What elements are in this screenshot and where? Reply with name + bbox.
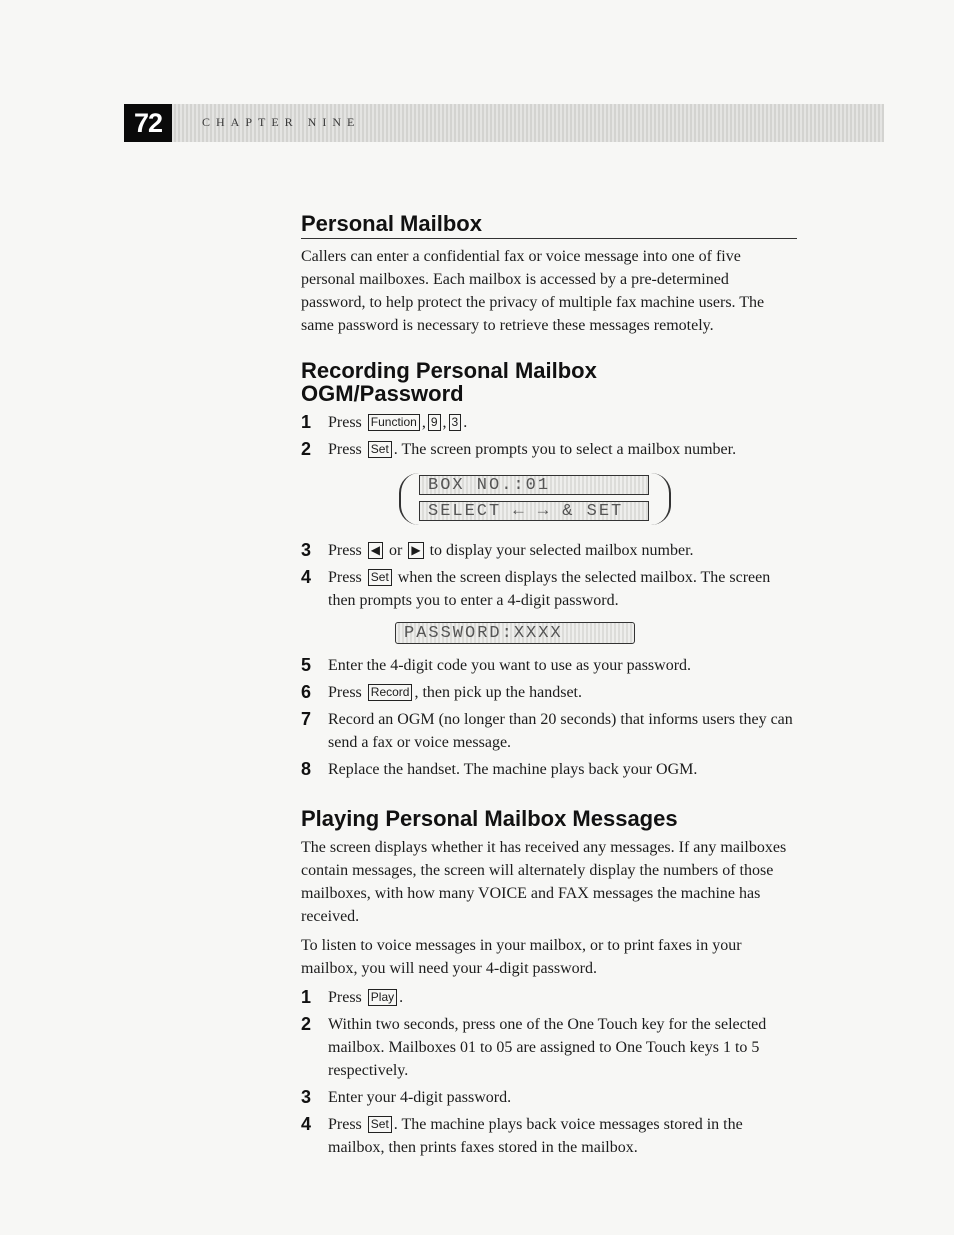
section-title-recording bbox=[301, 359, 797, 405]
step-number: 7 bbox=[301, 709, 312, 729]
step-text: , then pick up the handset. bbox=[414, 684, 582, 701]
step-text: Press bbox=[328, 989, 362, 1006]
page-number: 72 bbox=[124, 104, 172, 142]
recording-step bbox=[301, 681, 797, 704]
lcd-display-mailbox bbox=[301, 473, 797, 529]
step-number: 1 bbox=[301, 412, 312, 432]
record-key: Record bbox=[368, 684, 413, 701]
section-title-playing: Playing Personal Mailbox Messages bbox=[301, 806, 678, 831]
step-text: Press bbox=[328, 684, 362, 701]
key-9: 9 bbox=[428, 414, 441, 431]
recording-step bbox=[301, 539, 797, 562]
step-number: 6 bbox=[301, 682, 312, 702]
recording-step bbox=[301, 566, 797, 612]
step-text: . The screen prompts you to select a mailbox number. bbox=[393, 441, 737, 458]
page-content bbox=[301, 212, 797, 1159]
step-text: Within two seconds, press one of the One Touch key for the selected mailbox. Mailboxes 01 to 05 are assigned to One Touch keys 1 to 5 respectively. bbox=[328, 1016, 767, 1079]
personal-mailbox-paragraph: Callers can enter a confidential fax or voice message into one of five personal mailboxes. Each mailbox is accessed by a pre-determined password, to help protect the privacy of multiple fax machine users. The same password is necessary to retrieve these messages remotely. bbox=[301, 248, 765, 334]
step-text: Replace the handset. The machine plays back your OGM. bbox=[328, 761, 698, 778]
right-arrow-key: ▶ bbox=[408, 542, 423, 559]
recording-step bbox=[301, 654, 797, 677]
step-number: 2 bbox=[301, 1014, 312, 1034]
step-number: 8 bbox=[301, 759, 312, 779]
step-text: Press bbox=[328, 414, 362, 431]
recording-title-line2: OGM/Password bbox=[301, 381, 464, 406]
playing-step bbox=[301, 986, 797, 1009]
lcd-line-2: SELECT ← → & SET bbox=[419, 501, 649, 521]
step-text: Press bbox=[328, 542, 362, 559]
function-key: Function bbox=[368, 414, 420, 431]
recording-step: 1 Press Function , 9 , 3 . bbox=[301, 412, 468, 432]
lcd-line-1: BOX NO.:01 bbox=[419, 475, 649, 495]
recording-steps bbox=[301, 411, 797, 461]
step-number: 3 bbox=[301, 1087, 312, 1107]
step-text: or bbox=[389, 542, 403, 559]
step-number: 2 bbox=[301, 439, 312, 459]
step-number: 4 bbox=[301, 1114, 312, 1134]
step-text: . bbox=[399, 989, 404, 1006]
recording-steps-final bbox=[301, 654, 797, 781]
step-text: Press bbox=[328, 441, 362, 458]
step-number: 1 bbox=[301, 987, 312, 1007]
set-key: Set bbox=[368, 441, 392, 458]
step-number: 3 bbox=[301, 540, 312, 560]
step-text: Press bbox=[328, 569, 362, 586]
step-text: to display your selected mailbox number. bbox=[429, 542, 694, 559]
playing-paragraph-1: The screen displays whether it has received any messages. If any mailboxes contain messages, the screen will alternately display the numbers of those mailboxes, with how many VOICE and FAX messages the machine has received. bbox=[301, 839, 787, 925]
section-title-personal-mailbox: Personal Mailbox bbox=[301, 212, 797, 239]
step-text: Enter the 4-digit code you want to use as your password. bbox=[328, 657, 692, 674]
set-key: Set bbox=[368, 1116, 392, 1133]
playing-paragraph-2: To listen to voice messages in your mailbox, or to print faxes in your mailbox, you will need your 4-digit password. bbox=[301, 937, 742, 977]
recording-title-line1: Recording Personal Mailbox bbox=[301, 358, 597, 383]
step-text: . The machine plays back voice messages stored in the mailbox, then prints faxes stored in the mailbox. bbox=[328, 1116, 743, 1156]
play-key: Play bbox=[368, 989, 397, 1006]
chapter-label: CHAPTER NINE bbox=[202, 115, 361, 129]
step-text: Enter your 4-digit password. bbox=[328, 1089, 512, 1106]
key-3: 3 bbox=[449, 414, 462, 431]
lcd-display-password bbox=[301, 622, 797, 646]
step-text: when the screen displays the selected mailbox. The screen then prompts you to enter a 4-digit password. bbox=[328, 569, 771, 609]
set-key: Set bbox=[368, 569, 392, 586]
playing-step bbox=[301, 1013, 797, 1082]
playing-step bbox=[301, 1113, 797, 1159]
playing-steps bbox=[301, 986, 797, 1159]
step-number: 4 bbox=[301, 567, 312, 587]
lcd-password-line: PASSWORD:XXXX bbox=[395, 622, 635, 644]
lcd-bracket-left bbox=[399, 473, 421, 525]
recording-step bbox=[301, 758, 797, 781]
step-text: Press bbox=[328, 1116, 362, 1133]
step-text: Record an OGM (no longer than 20 seconds) that informs users they can send a fax or voice message. bbox=[328, 711, 793, 751]
step-number: 5 bbox=[301, 655, 312, 675]
recording-step bbox=[301, 438, 797, 461]
lcd-bracket-right bbox=[649, 473, 671, 525]
step-text: . bbox=[463, 414, 468, 431]
recording-steps-continued bbox=[301, 539, 797, 612]
playing-step bbox=[301, 1086, 797, 1109]
recording-step bbox=[301, 708, 797, 754]
left-arrow-key: ◀ bbox=[368, 542, 383, 559]
